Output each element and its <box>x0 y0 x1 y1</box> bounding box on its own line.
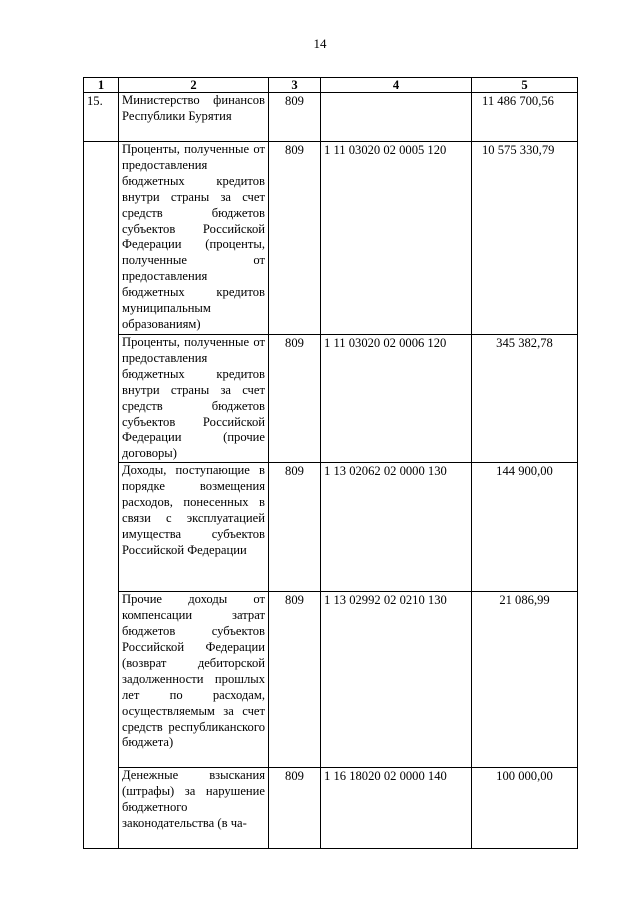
column-header-5: 5 <box>472 78 578 93</box>
table-row <box>84 463 578 592</box>
table-row <box>84 93 578 142</box>
table-row <box>84 592 578 768</box>
row-budget-code: 1 11 03020 02 0005 120 <box>321 142 472 335</box>
row-budget-code: 1 13 02992 02 0210 130 <box>321 592 472 768</box>
row-budget-code: 1 11 03020 02 0006 120 <box>321 335 472 463</box>
row-admin-code: 809 <box>269 93 321 142</box>
row-number <box>84 142 119 849</box>
column-header-4: 4 <box>321 78 472 93</box>
row-amount: 345 382,78 <box>472 335 578 463</box>
table-row <box>84 142 578 335</box>
column-header-3: 3 <box>269 78 321 93</box>
row-name: Денежные взыскания (штрафы) за нарушение бюджетного законодательства (в ча- <box>119 768 269 849</box>
column-header-1: 1 <box>84 78 119 93</box>
row-admin-code: 809 <box>269 768 321 849</box>
row-amount: 11 486 700,56 <box>472 93 578 142</box>
table-row <box>84 335 578 463</box>
table-header-row <box>84 78 578 93</box>
revenue-table <box>83 77 578 849</box>
row-number: 15. <box>84 93 119 142</box>
row-admin-code: 809 <box>269 592 321 768</box>
row-name: Проценты, полученные от предоставления бюджетных кредитов внутри страны за счет средств бюджетов субъектов Российской Федерации (проценты, полученные от предоставления бюджетных кредитов муниципальным образованиям) <box>119 142 269 335</box>
column-header-2: 2 <box>119 78 269 93</box>
row-amount: 144 900,00 <box>472 463 578 592</box>
row-name: Доходы, поступающие в порядке возмещения расходов, понесенных в связи с эксплуатацией имущества субъектов Российской Федерации <box>119 463 269 592</box>
table-row <box>84 768 578 849</box>
row-name: Проценты, полученные от предоставления бюджетных кредитов внутри страны за счет средств бюджетов субъектов Российской Федерации (прочие договоры) <box>119 335 269 463</box>
row-amount: 100 000,00 <box>472 768 578 849</box>
row-name: Прочие доходы от компенсации затрат бюджетов субъектов Российской Федерации (возврат дебиторской задолженности прошлых лет по расходам, осуществляемым за счет средств республиканского бюджета) <box>119 592 269 768</box>
page-number: 14 <box>313 36 327 51</box>
row-budget-code: 1 16 18020 02 0000 140 <box>321 768 472 849</box>
row-amount: 21 086,99 <box>472 592 578 768</box>
row-admin-code: 809 <box>269 335 321 463</box>
row-admin-code: 809 <box>269 142 321 335</box>
row-admin-code: 809 <box>269 463 321 592</box>
row-name: Министерство финансов Республики Бурятия <box>119 93 269 142</box>
row-amount: 10 575 330,79 <box>472 142 578 335</box>
row-budget-code: 1 13 02062 02 0000 130 <box>321 463 472 592</box>
row-budget-code <box>321 93 472 142</box>
